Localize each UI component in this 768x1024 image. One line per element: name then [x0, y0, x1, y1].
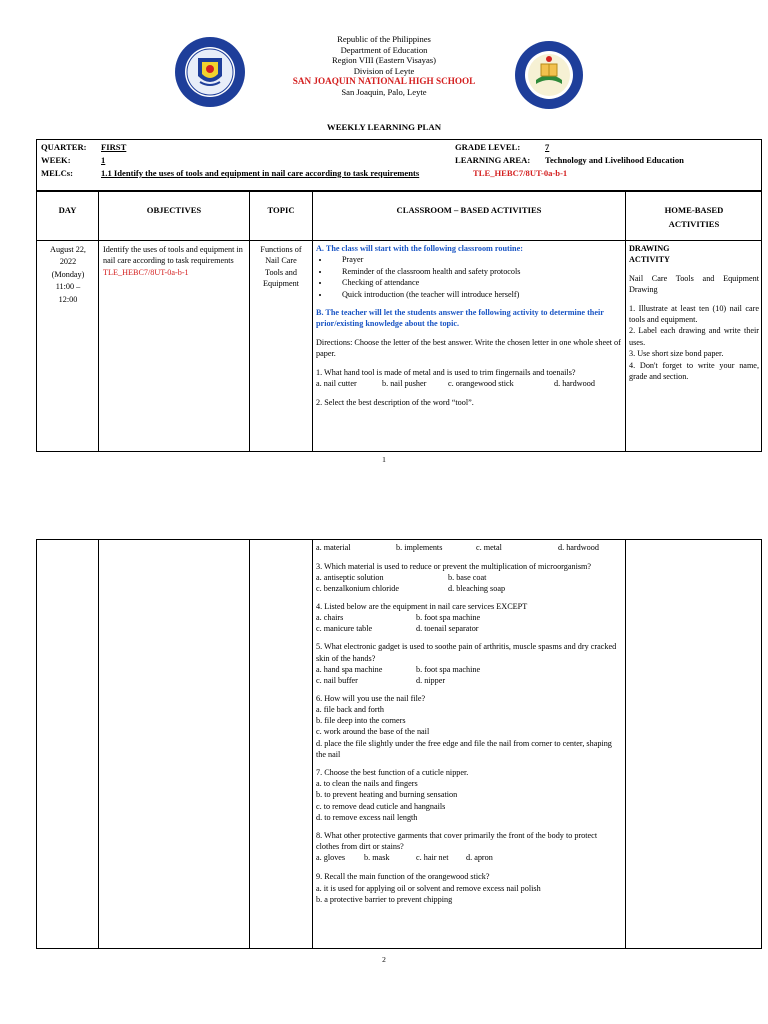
- header-address: San Joaquin, Palo, Leyte: [341, 86, 427, 97]
- page-number-1: 1: [382, 455, 386, 464]
- question-4: 4. Listed below are the equipment in nail care services EXCEPT: [316, 602, 528, 612]
- section-a-heading: A. The class will start with the following classroom routine:: [316, 244, 523, 253]
- header-school-name: SAN JOAQUIN NATIONAL HIGH SCHOOL: [292, 76, 476, 87]
- list-item: • Reminder of the classroom health and safety protocols: [330, 266, 621, 277]
- topic-cell: Functions of Nail Care Tools and Equipment: [260, 245, 302, 289]
- question-9: 9. Recall the main function of the orangewood stick?: [316, 872, 490, 882]
- melcs-label: MELCs:: [41, 168, 73, 178]
- question-4-options: a. chairs b. foot spa machine c. manicure table d. toenail separator: [316, 613, 481, 634]
- question-3-options: a. antiseptic solution b. base coat c. benzalkonium chloride d. bleaching soap: [316, 573, 506, 594]
- question-9-options: a. it is used for applying oil or solvent and remove excess nail polish b. a protective barrier to prevent chipping: [316, 883, 541, 904]
- question-6: 6. How will you use the nail file?: [316, 693, 426, 703]
- day-date-time: August 22, 2022 (Monday) 11:00 – 12:00: [50, 245, 86, 304]
- melcs-value: 1.1 Identify the uses of tools and equipment in nail care according to task requirements: [101, 168, 420, 178]
- list-item: • Checking of attendance: [330, 277, 621, 288]
- week-label: WEEK:: [41, 155, 71, 165]
- question-1-options: a. nail cutter b. nail pusher c. orangewood stick d. hardwood: [316, 379, 595, 389]
- home-based-cell: [629, 243, 759, 382]
- header-objectives: OBJECTIVES: [146, 205, 202, 215]
- header-topic: TOPIC: [267, 205, 295, 215]
- home-instruction-3: 3. Use short size bond paper.: [629, 349, 724, 359]
- header-classroom-activities: CLASSROOM – BASED ACTIVITIES: [396, 205, 542, 215]
- objective-cell: [103, 244, 247, 278]
- header-day: DAY: [58, 205, 77, 215]
- question-6-options: a. file back and forth b. file deep into the corners c. work around the base of the nail d. place the file slightly under the free edge and file the nail from corner to center, shaping the nail: [316, 705, 612, 759]
- question-2-options: a. material b. implements c. metal d. hardwood: [316, 543, 599, 552]
- weekly-plan-table-page1: [36, 191, 762, 452]
- header-region: Region VIII (Eastern Visayas): [332, 55, 436, 66]
- section-b-heading: B. The teacher will let the students answer the following activity to determine their prior/existing knowledge about the topic.: [316, 308, 604, 329]
- objective-text: Identify the uses of tools and equipment in nail care according to task requirements: [103, 245, 243, 266]
- question-8: 8. What other protective garments that cover primarily the front of the body to protect clothes from dirt or stains?: [316, 831, 598, 852]
- list-item: • Quick introduction (the teacher will introduce herself): [330, 289, 621, 300]
- question-2: 2. Select the best description of the word “tool”.: [316, 398, 474, 408]
- quarter-label: QUARTER:: [41, 142, 87, 152]
- grade-level-label: GRADE LEVEL:: [455, 142, 521, 152]
- home-instruction-1: 1. Illustrate at least ten (10) nail care tools and equipment.: [629, 303, 759, 325]
- home-instruction-2: 2. Label each drawing and write their uses.: [629, 326, 759, 347]
- header-republic: Republic of the Philippines: [337, 34, 431, 44]
- home-activity-subtitle: Nail Care Tools and Equipment Drawing: [629, 273, 759, 295]
- question-5-options: a. hand spa machine b. foot spa machine c. nail buffer d. nipper: [316, 664, 481, 685]
- classroom-activities-cell: [316, 243, 621, 408]
- classroom-activities-continued: [316, 542, 621, 905]
- quarter-value: FIRST: [101, 142, 127, 152]
- question-1: 1. What hand tool is made of metal and is used to trim fingernails and toenails?: [316, 367, 576, 377]
- question-7: 7. Choose the best function of a cuticle nipper.: [316, 768, 469, 778]
- week-value: 1: [101, 155, 106, 165]
- melcs-code: TLE_HEBC7/8UT-0a-b-1: [473, 168, 568, 178]
- weekly-plan-table-page2: [36, 539, 762, 949]
- home-instruction-4: 4. Don't forget to write your name, grade and section.: [629, 360, 759, 382]
- header-division: Division of Leyte: [353, 65, 415, 76]
- directions-text: Directions: Choose the letter of the best answer. Write the chosen letter in one whole sheet of paper.: [316, 337, 621, 359]
- learning-area-label: LEARNING AREA:: [455, 155, 531, 165]
- document-title: WEEKLY LEARNING PLAN: [326, 122, 442, 132]
- learning-area-value: Technology and Livelihood Education: [545, 155, 684, 165]
- plan-info-box: [36, 139, 762, 191]
- question-8-options: a. gloves b. mask c. hair net d. apron: [316, 853, 493, 863]
- header-home-based-activities: HOME-BASED ACTIVITIES: [664, 205, 724, 229]
- question-5: 5. What electronic gadget is used to soothe pain of arthritis, muscle spasms and dry cracked skin of the hands?: [316, 642, 617, 663]
- question-7-options: a. to clean the nails and fingers b. to prevent heating and burning sensation c. to remove dead cuticle and hangnails d. to remove excess nail length: [316, 779, 458, 822]
- question-3: 3. Which material is used to reduce or prevent the multiplication of microorganism?: [316, 562, 592, 571]
- routine-list: [316, 254, 621, 300]
- objective-code: TLE_HEBC7/8UT-0a-b-1: [103, 267, 189, 277]
- header-department: Department of Education: [340, 44, 428, 55]
- home-activity-title: DRAWING ACTIVITY: [629, 244, 670, 265]
- page-number-2: 2: [382, 955, 386, 964]
- grade-level-value: 7: [545, 142, 550, 152]
- list-item: • Prayer: [330, 254, 621, 265]
